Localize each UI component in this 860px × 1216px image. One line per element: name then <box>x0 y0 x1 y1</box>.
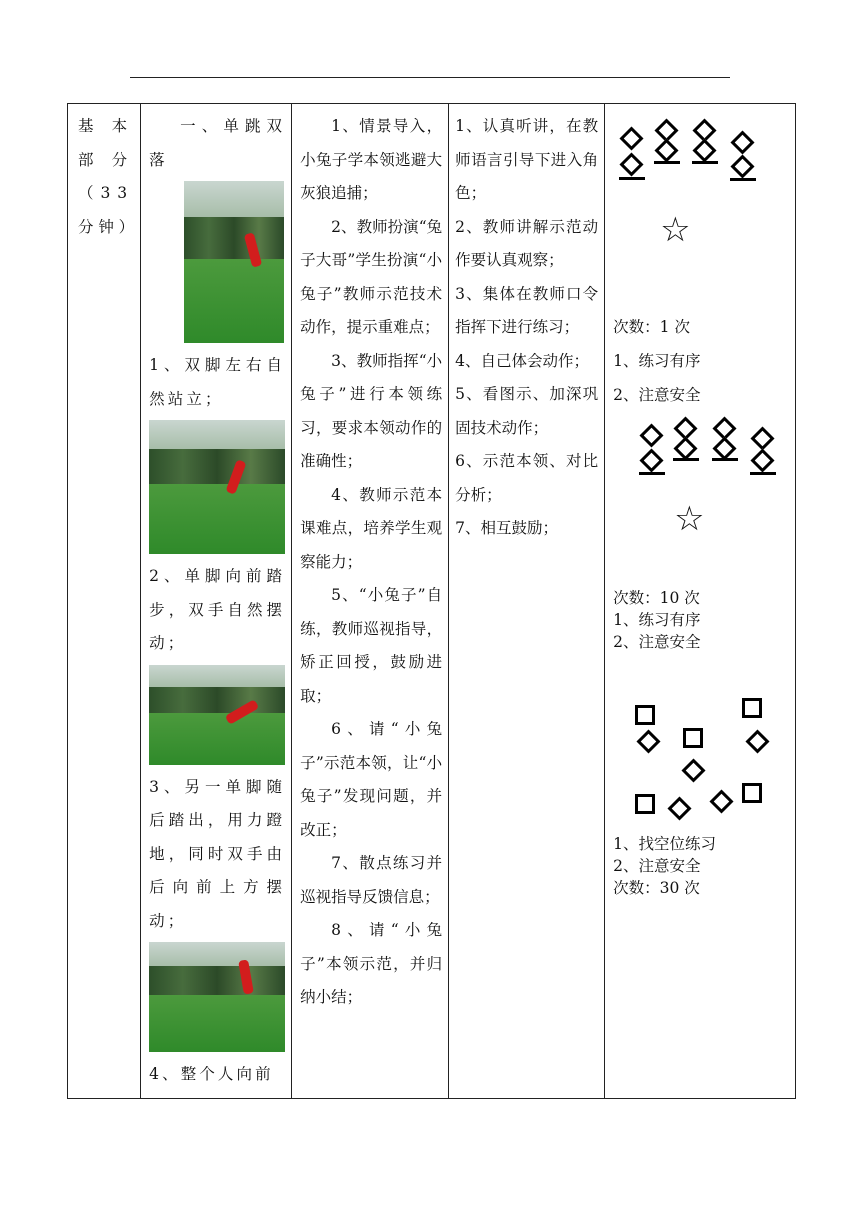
organization-cell <box>605 104 796 1099</box>
diamond-icon <box>746 729 770 753</box>
teacher-item: 6、请“小兔子”示范本领，让“小兔子”发现问题，并改正； <box>300 720 443 839</box>
diamond-icon <box>693 138 717 162</box>
student-item: 5、看图示、加深巩固技术动作； <box>455 385 599 437</box>
count-text: 次数：1 次 <box>613 318 690 336</box>
demo-photo-4 <box>149 942 285 1052</box>
content-title: 一、单跳双落 <box>149 117 286 169</box>
student-item: 4、自己体会动作； <box>455 351 590 370</box>
formation-diagram-2 <box>613 412 789 587</box>
diamond-icon <box>731 154 755 178</box>
note-text: 1、练习有序 <box>613 611 701 629</box>
square-icon <box>683 728 703 748</box>
demo-photo-2 <box>149 420 285 554</box>
student-item: 1、认真听讲，在教师语言引导下进入角色； <box>455 117 599 202</box>
line-marker <box>750 472 776 475</box>
count-text: 次数：30 次 <box>613 879 700 897</box>
count-text: 次数：10 次 <box>613 589 700 607</box>
teacher-item: 5、“小兔子”自练，教师巡视指导，矫正回授，鼓励进取； <box>300 586 443 705</box>
diamond-icon <box>655 138 679 162</box>
section-label-line: 部分 <box>78 150 135 169</box>
teacher-item: 7、散点练习并巡视指导反馈信息； <box>300 854 443 906</box>
teacher-cell <box>292 104 449 1099</box>
diamond-icon <box>640 423 664 447</box>
note-text: 2、注意安全 <box>613 633 701 651</box>
square-icon <box>635 794 655 814</box>
content-step: 1、双脚左右自然站立； <box>149 356 286 408</box>
teacher-item: 8、请“小兔子”本领示范，并归纳小结； <box>300 921 443 1006</box>
diamond-icon <box>710 789 734 813</box>
line-marker <box>730 178 756 181</box>
content-step: 4、整个人向前 <box>149 1065 274 1083</box>
lesson-plan-table <box>67 103 796 1099</box>
line-marker <box>712 458 738 461</box>
section-label-line: 分钟） <box>78 217 135 236</box>
note-text: 1、练习有序 <box>613 352 701 370</box>
student-cell <box>449 104 605 1099</box>
line-marker <box>619 177 645 180</box>
star-icon: ☆ <box>660 210 691 250</box>
demo-photo-3 <box>149 665 285 765</box>
line-marker <box>673 458 699 461</box>
line-marker <box>639 472 665 475</box>
section-label-line: 基本 <box>78 117 135 135</box>
content-step: 3、另一单脚随后踏出，用力蹬地，同时双手由后向前上方摆动； <box>149 777 286 930</box>
diamond-icon <box>640 448 664 472</box>
student-item: 7、相互鼓励； <box>455 519 559 537</box>
diamond-icon <box>637 729 661 753</box>
diamond-icon <box>674 436 698 460</box>
header-rule <box>130 77 730 78</box>
teacher-item: 2、教师扮演“兔子大哥”学生扮演“小兔子”教师示范技术动作，提示重难点； <box>300 217 443 336</box>
diamond-icon <box>751 426 775 450</box>
square-icon <box>742 698 762 718</box>
formation-diagram-3 <box>613 653 789 833</box>
teacher-item: 4、教师示范本课难点，培养学生观察能力； <box>300 485 443 571</box>
content-cell <box>141 104 292 1099</box>
teacher-item: 1、情景导入，小兔子学本领逃避大灰狼追捕； <box>300 117 443 202</box>
section-label-line: （33 <box>78 184 135 202</box>
note-text: 2、注意安全 <box>613 386 701 404</box>
content-step: 2、单脚向前踏步，双手自然摆动； <box>149 567 286 652</box>
square-icon <box>742 783 762 803</box>
student-item: 3、集体在教师口令指挥下进行练习； <box>455 284 599 336</box>
student-item: 2、教师讲解示范动作要认真观察； <box>455 217 599 269</box>
diamond-icon <box>620 152 644 176</box>
diamond-icon <box>682 758 706 782</box>
diamond-icon <box>731 130 755 154</box>
diamond-icon <box>751 448 775 472</box>
line-marker <box>692 161 718 164</box>
diamond-icon <box>713 436 737 460</box>
note-text: 2、注意安全 <box>613 857 701 875</box>
student-item: 6、示范本领、对比分析； <box>455 452 599 504</box>
line-marker <box>654 161 680 164</box>
diamond-icon <box>668 796 692 820</box>
note-text: 1、找空位练习 <box>613 835 717 853</box>
section-cell <box>68 104 141 1099</box>
diamond-icon <box>620 126 644 150</box>
teacher-item: 3、教师指挥“小兔子”进行本领练习，要求本领动作的准确性； <box>300 351 443 470</box>
star-icon: ☆ <box>674 499 705 539</box>
demo-photo-1 <box>184 181 284 343</box>
square-icon <box>635 705 655 725</box>
formation-diagram-1 <box>613 110 789 310</box>
